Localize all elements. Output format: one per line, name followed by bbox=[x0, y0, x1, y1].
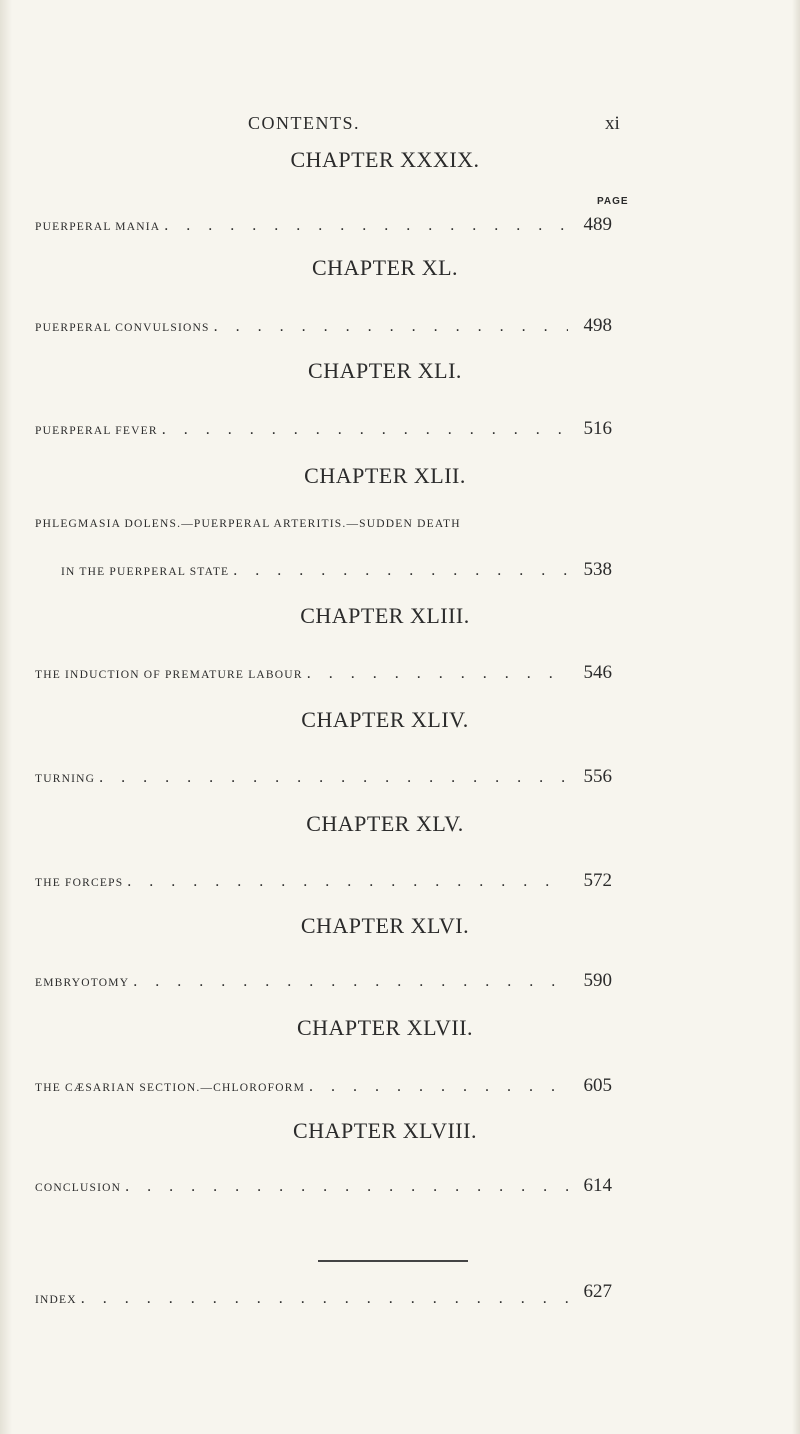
toc-entry bbox=[35, 870, 612, 892]
leader-dots bbox=[123, 873, 568, 891]
leader-dots bbox=[158, 421, 568, 439]
toc-entry bbox=[35, 662, 612, 684]
leader-dots bbox=[95, 769, 568, 787]
section-rule bbox=[318, 1260, 468, 1262]
toc-entry-title: INDEX bbox=[35, 1294, 77, 1306]
chapter-heading: CHAPTER XLVIII. bbox=[293, 1118, 477, 1143]
leader-dots bbox=[229, 562, 568, 580]
chapter-heading: CHAPTER XLVI. bbox=[300, 913, 470, 938]
chapter-heading: CHAPTER XLII. bbox=[304, 463, 466, 488]
chapter-heading: CHAPTER XLIII. bbox=[300, 603, 470, 628]
toc-entry-page: 516 bbox=[568, 418, 612, 440]
toc-entry-title: THE INDUCTION OF PREMATURE LABOUR bbox=[35, 669, 303, 681]
toc-entry-title: PUERPERAL FEVER bbox=[35, 425, 158, 437]
leader-dots bbox=[303, 665, 568, 683]
toc-entry-page: 590 bbox=[568, 970, 612, 992]
toc-entry-index bbox=[35, 1281, 612, 1309]
toc-entry-title: EMBRYOTOMY bbox=[35, 977, 130, 989]
toc-entry-title: TURNING bbox=[35, 773, 96, 785]
toc-entry-page: 627 bbox=[568, 1281, 612, 1303]
toc-entry-title-line: PHLEGMASIA DOLENS.—PUERPERAL ARTERITIS.—SUDDEN DEATH bbox=[35, 518, 461, 530]
toc-entry-page: 489 bbox=[568, 214, 612, 236]
toc-entry-page: 538 bbox=[568, 559, 612, 581]
running-header bbox=[0, 113, 800, 139]
toc-entry bbox=[35, 418, 612, 440]
leader-dots bbox=[210, 318, 568, 336]
toc-entry-page: 546 bbox=[568, 662, 612, 684]
page-number: xi bbox=[605, 113, 620, 134]
leader-dots bbox=[77, 1290, 568, 1308]
leader-dots bbox=[305, 1078, 568, 1096]
chapter-heading: CHAPTER XXXIX. bbox=[290, 147, 480, 172]
toc-entry-title: PUERPERAL CONVULSIONS bbox=[35, 322, 210, 334]
toc-entry bbox=[35, 214, 612, 236]
toc-entry bbox=[35, 766, 612, 788]
toc-entry-title: THE FORCEPS bbox=[35, 877, 124, 889]
toc-entry-title: CONCLUSION bbox=[35, 1182, 122, 1194]
toc-entry-page: 614 bbox=[568, 1175, 612, 1197]
chapter-heading: CHAPTER XLI. bbox=[308, 358, 462, 383]
toc-entry bbox=[35, 970, 612, 992]
toc-entry bbox=[35, 315, 612, 337]
chapter-heading: CHAPTER XL. bbox=[311, 255, 459, 280]
leader-dots bbox=[160, 217, 568, 235]
toc-entry bbox=[35, 1175, 612, 1197]
chapter-heading: CHAPTER XLV. bbox=[306, 811, 464, 836]
running-title: CONTENTS. bbox=[248, 113, 360, 133]
toc-entry-page: 556 bbox=[568, 766, 612, 788]
toc-entry-title: THE CÆSARIAN SECTION.—CHLOROFORM bbox=[35, 1082, 306, 1094]
toc-entry-page: 605 bbox=[568, 1075, 612, 1097]
toc-entry-page: 498 bbox=[568, 315, 612, 337]
toc-entry-title: PUERPERAL MANIA bbox=[35, 221, 161, 233]
toc-entry-page: 572 bbox=[568, 870, 612, 892]
page-column-label: PAGE bbox=[597, 196, 629, 207]
chapter-heading: CHAPTER XLVII. bbox=[296, 1015, 474, 1040]
leader-dots bbox=[121, 1178, 568, 1196]
chapter-heading: CHAPTER XLIV. bbox=[301, 707, 469, 732]
toc-entry bbox=[35, 559, 612, 581]
toc-entry-title: IN THE PUERPERAL STATE bbox=[61, 566, 230, 578]
leader-dots bbox=[129, 973, 568, 991]
toc-entry bbox=[35, 1075, 612, 1097]
